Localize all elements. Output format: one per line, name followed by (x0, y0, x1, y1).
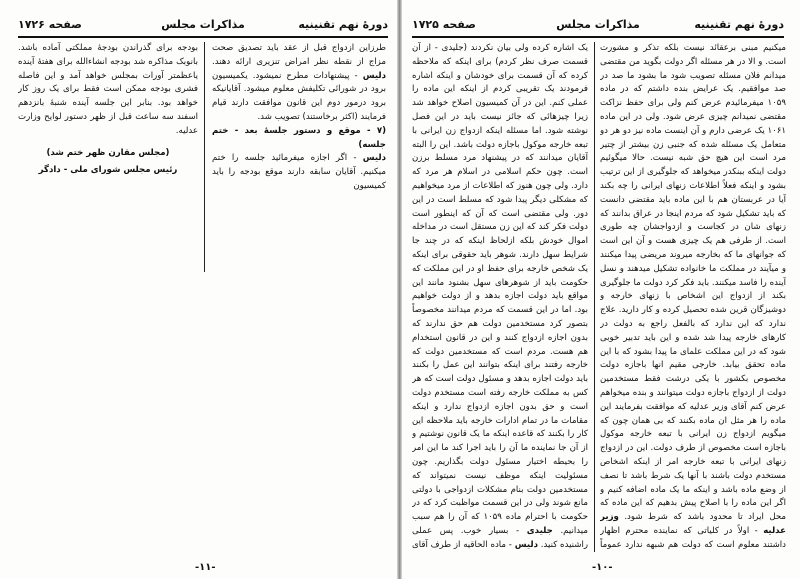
column-text: یک اشاره کرده ولی بیان نکردند (جلیدی - از آن قسمت صرف نظر کردم) برای اینکه که ملاحظه کرده که آن قسمت برای خودشان و اینکه اشاره فرمودند یک تقریبی کردم از اینکه این ماده را عملی کنم. این در آن کمیسیون اصلاح خواهد شد زیرا چیزهائی که جائز نیست باید در این فصل نوشته شود. اما مسئله اینکه ازدواج زن ایرانی با تبعه خارجه موکول باجازه دولت باشد. این را البته آقایان میدانند که در پیشنهاد مرد مسلط برزن است. چون حکم اسلامی در اسلام هر مرد که دارد. ولی چون هنوز که اطلاعات از مرد میخواهیم که مشکلی دیگر پیدا شود که مسلط است در این دور. ولی مقتضی است که آن که اینطور است دولت فکر کند که این زن مستقل است در مداخله اموال خودش بلکه ازلحاظ اینکه که در چند جا شرایط سهل دارند. شوهر باید حقوقی برای اینکه یک شخص خارجه برای حفظ او در این مملکت که حکومت باید از شوهرهای سهل بشنود مانند این مواقع باید دولت اجازه بدهد و از دولت خواهیم بود. اما در این قسمت که مردم میدانند مخصوصاً بتصور کرد مستخدمین دولت هم حق ندارند که بدون اجازه ازدواج کنند و این در قانون استخدام هم هست. مردم است که مستخدمین دولت که خارجه رفتند برای اینکه بتوانند این عمل را بکنند باید دولت اجازه بدهد و مسئول دولت است که هر کس به مملکت خارجه رفته است مستخدم دولت است و حق بدون اجازه ازدواج ندارد و اینکه مقامات ما در تمام ادارات خارجه باید ملاحظه این کار را بکنند که قاعده اینکه ما یک قانون نوشتیم و از آن جا نماینده ما آن را باید اجرا کند ما این امر را بحیطه اختیار مسئول دولت بگذاریم. چون مسئولیت اینکه موظف نیست نمیتواند که مستخدمین دولت بنام مشکلات ازدواجی با دولتی مانع شوند ولی در این قسمت مواظبت کرد که در حکومت با احترام ماده ۱۰۵۹ که آن را هم سبب میدانیم. جلیدی - بسیار خوب. پس عملی راشنیده کنید. دلیس - ماده الحاقیه از طرف آقای (412, 43, 588, 550)
header-rule (412, 36, 784, 38)
header-page-label: صفحه ۱۷۲۵ (412, 18, 476, 31)
header-title: مذاکرات مجلس (161, 18, 245, 31)
column-divider (594, 42, 595, 552)
header-rule (18, 36, 388, 38)
page-number: -۱۱- (195, 562, 216, 573)
text-column-left (18, 42, 198, 282)
header-period: دورهٔ نهم تقنینیه (298, 18, 388, 31)
text-column-right (212, 42, 386, 272)
text-column-right (600, 42, 786, 552)
text-column-left (412, 42, 588, 552)
page-header (18, 14, 388, 38)
header-page-label: صفحه ۱۷۲۶ (18, 18, 82, 31)
page-number: -۱۰- (592, 562, 613, 573)
page-1726 (0, 0, 398, 579)
president-signature: رئیس مجلس شورای ملی - دادگر (38, 165, 178, 176)
header-title: مذاکرات مجلس (556, 18, 640, 31)
column-divider (204, 42, 205, 272)
page-1725 (400, 0, 800, 579)
column-text: طرزاین ازدواج قبل از عقد باید تصدیق صحت مزاج از نقطه نظر امراض تنزیری ارائه دهند. دلیس - پیشنهادات مطرح نمیشود. یکمیسیون برود در شورائی تکلیفش معلوم میشود. آقایانیکه برود درمور دوم این قانون موافقت دارند قیام فرمایند (اکثر برخاستند) تصویب شد. (۷ - موقع و دستور جلسهٔ بعد - ختم جلسه) دلیس - اگر اجازه میفرمائید جلسه را ختم میکنیم. آقایان سابقه دارند موقع بودجه را باید کمیسیون (212, 43, 386, 191)
closing-time: (مجلس مقارن ظهر ختم شد) (46, 147, 170, 158)
header-period: دورهٔ نهم تقنینیه (694, 18, 784, 31)
page-header (412, 14, 784, 38)
column-text: میکنیم مبنی برعقائد نیست بلکه تذکر و مشورت است. و الا در هر مسئله اگر دولت بگوید من مقتضی میدانم فلان مسئله تصویب شود ما بشود ما صد در صد موافقیم. یک عرایض بنده داشتم که در ماده ۱۰۵۹ میفرمائیدم عرض کنم ولی برای حفظ نزاکت مقتضی نمیدانم چیزی عرض شود. ولی در این ماده ۱۰۶۱ یک عرضی دارم و آن اینست ماده نیز دو هر دو متعامل یک مسئله شده که جنبی زن بیشتر از چتیر مرد است این هیچ حق شبه نیست. حالا میگوئیم دولت اینکه ببنکدر میخواهد که جلوگیری از این ترتیب بشود و اینکه فعلاً اطلاعات زنهای ایرانی را چه بکند آیا در عربستان هم با این ماده باید مقتضی دانست که باید تشکیل شود که مردم اینجا در عراق بدانند که زنهای شان در کجاست و ازدواجشان چه طوری است. از طرفی هم یک چیزی هست و آن این است که جوانهای ما که بخارجه میروند مریضی پیدا میکنند و میآیند در مملکت ما خانواده تشکیل میدهند و نسل آینده را فاسد میکنند. باید فکر کرد دولت ما جلوگیری بکند از ازدواج این اشخاص با زنهای خارجه و دوشیزگان قرین شده تحصیل کرده و کار دارید. علاج ندارد که این ندارد که بالفعل راجع به دولت در کارهای خارجه پیدا شد شده و این باید تدبیر خوبی شود که در این مملکت علمای ما پیدا بشود که با این ماده تحقق بیابد. خارجی مقیم انها باجازه دولت مخصوص بکشور با یکی درشت فقط مستخدمین دولت از ازدواج باجازه دولت میتوانند و بنده میخواهم عرض کنم آقای وزیر عدلیه که موافقت بفرمایند این ماده را هر مثل ان ماده بکنند که بی همان چون که میگویم ازدواج زن ایرانی با تبعه خارجه موکول باجازه است مخصوص از طرف دولت. این در ازدواج زنهای ایرانی با تبعه خارجه امر از اینکه اشخاص مستخدم دولت باشند با آنها یک شرط باشد تا نصف از وضع ماده باشد و اینکه ما یک ماده اضافه کنیم و اگر این ماده را با اصلاح پیش بدهیم که این ماده که محل ایراد تا محدود باشد که شرط شود. وزیر عدلیه - اولاً در کلیاتی که نماینده محترم اظهار داشتند معلوم است که دولت هم شبهه ندارد عموماً (600, 43, 786, 550)
column-text: بودجه برای گذراندن بودجهٔ مملکتی آماده باشد. بانوبک مذاکره شد بودجه انشاءالله برای هفتهٔ آینده یاعظمتر آورات بمجلس خواهد آمد و این فاصله فشری بودجه ممکن است فقط برای یک روز کار خواهد بود. بنابر این جلسه آینده شنبهٔ بانزدهم اسفند سه ساعت قبل از ظهر دستور لوایح وزارت عدلیه. (18, 43, 198, 136)
